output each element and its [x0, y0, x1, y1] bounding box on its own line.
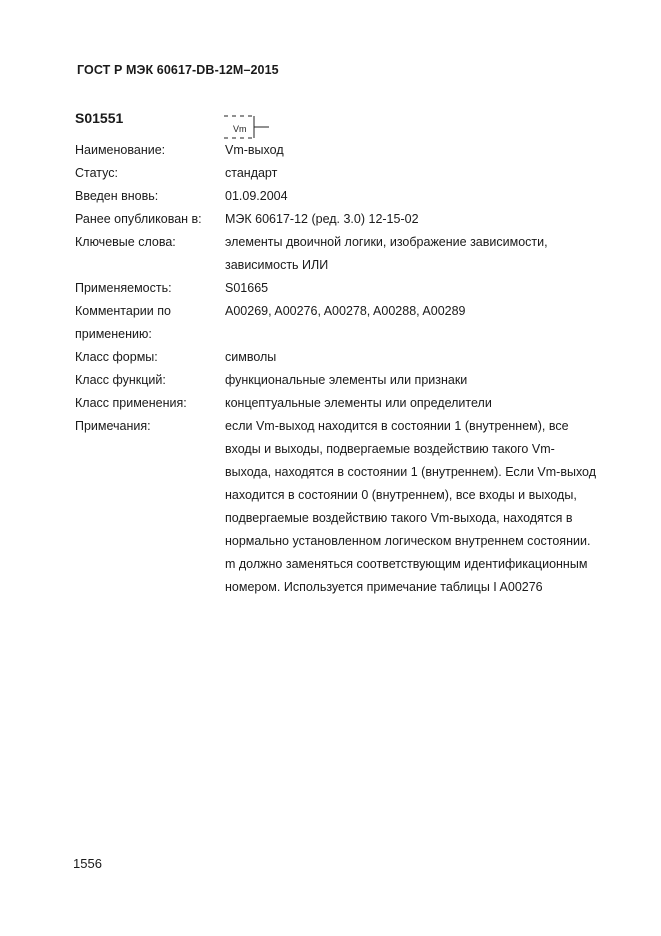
- field-value-line: концептуальные элементы или определители: [225, 396, 492, 410]
- field-value: [225, 162, 625, 185]
- field-value-line: зависимость ИЛИ: [225, 258, 329, 272]
- field-label-line: применению:: [75, 327, 152, 341]
- field-value: [225, 392, 625, 415]
- field-label-line: Ранее опубликован в:: [75, 212, 202, 226]
- document-header: ГОСТ Р МЭК 60617-DB-12М–2015: [77, 63, 279, 77]
- field-label-line: Статус:: [75, 166, 118, 180]
- field-label-line: Ключевые слова:: [75, 235, 176, 249]
- field-value-line: если Vm-выход находится в состоянии 1 (внутреннем), все: [225, 419, 569, 433]
- field-value: [225, 185, 625, 208]
- field-value: [225, 277, 625, 300]
- field-label: [75, 415, 225, 438]
- field-value-line: функциональные элементы или признаки: [225, 373, 468, 387]
- field-value: [225, 139, 625, 162]
- symbol-label: Vm: [233, 124, 247, 134]
- field-label: [75, 346, 225, 369]
- field-value-line: подвергаемые воздействию такого Vm-выхода, находятся в: [225, 511, 573, 525]
- field-value-line: Vm-выход: [225, 143, 284, 157]
- field-value: [225, 415, 625, 599]
- field-value-line: m должно заменяться соответствующим идентификационным: [225, 557, 588, 571]
- field-label-line: Наименование:: [75, 143, 166, 157]
- field-label: [75, 300, 225, 346]
- field-label-line: Применяемость:: [75, 281, 172, 295]
- field-label: [75, 369, 225, 392]
- field-label-line: Введен вновь:: [75, 189, 159, 203]
- field-label: [75, 139, 225, 162]
- field-label: [75, 162, 225, 185]
- field-label-line: Примечания:: [75, 419, 151, 433]
- field-value-line: находится в состоянии 0 (внутреннем), все входы и выходы,: [225, 488, 577, 502]
- field-value: [225, 300, 625, 323]
- field-label-line: Комментарии по: [75, 304, 171, 318]
- field-label-line: Класс формы:: [75, 350, 158, 364]
- field-value: [225, 231, 625, 277]
- field-value-line: символы: [225, 350, 277, 364]
- field-label: [75, 392, 225, 415]
- field-value-line: МЭК 60617-12 (ред. 3.0) 12-15-02: [225, 212, 419, 226]
- field-label-line: Класс применения:: [75, 396, 187, 410]
- symbol-code: S01551: [75, 110, 124, 126]
- vm-output-symbol-icon: [223, 114, 273, 140]
- field-value-line: стандарт: [225, 166, 278, 180]
- field-label-line: Класс функций:: [75, 373, 166, 387]
- field-value-line: номером. Используется примечание таблицы I A00276: [225, 580, 543, 594]
- field-value-line: 01.09.2004: [225, 189, 288, 203]
- field-value: [225, 346, 625, 369]
- field-label: [75, 208, 225, 231]
- field-label: [75, 185, 225, 208]
- field-value-line: выхода, находятся в состоянии 1 (внутреннем). Если Vm-выход: [225, 465, 597, 479]
- field-value-line: элементы двоичной логики, изображение зависимости,: [225, 235, 548, 249]
- field-value: [225, 208, 625, 231]
- field-label: [75, 277, 225, 300]
- field-label: [75, 231, 225, 254]
- page-number: 1556: [73, 856, 102, 871]
- field-value: [225, 369, 625, 392]
- field-value-line: S01665: [225, 281, 269, 295]
- field-value-line: нормально установленном логическом внутреннем состоянии.: [225, 534, 591, 548]
- field-value-line: A00269, A00276, A00278, A00288, A00289: [225, 304, 466, 318]
- field-value-line: входы и выходы, подвергаемые воздействию такого Vm-: [225, 442, 555, 456]
